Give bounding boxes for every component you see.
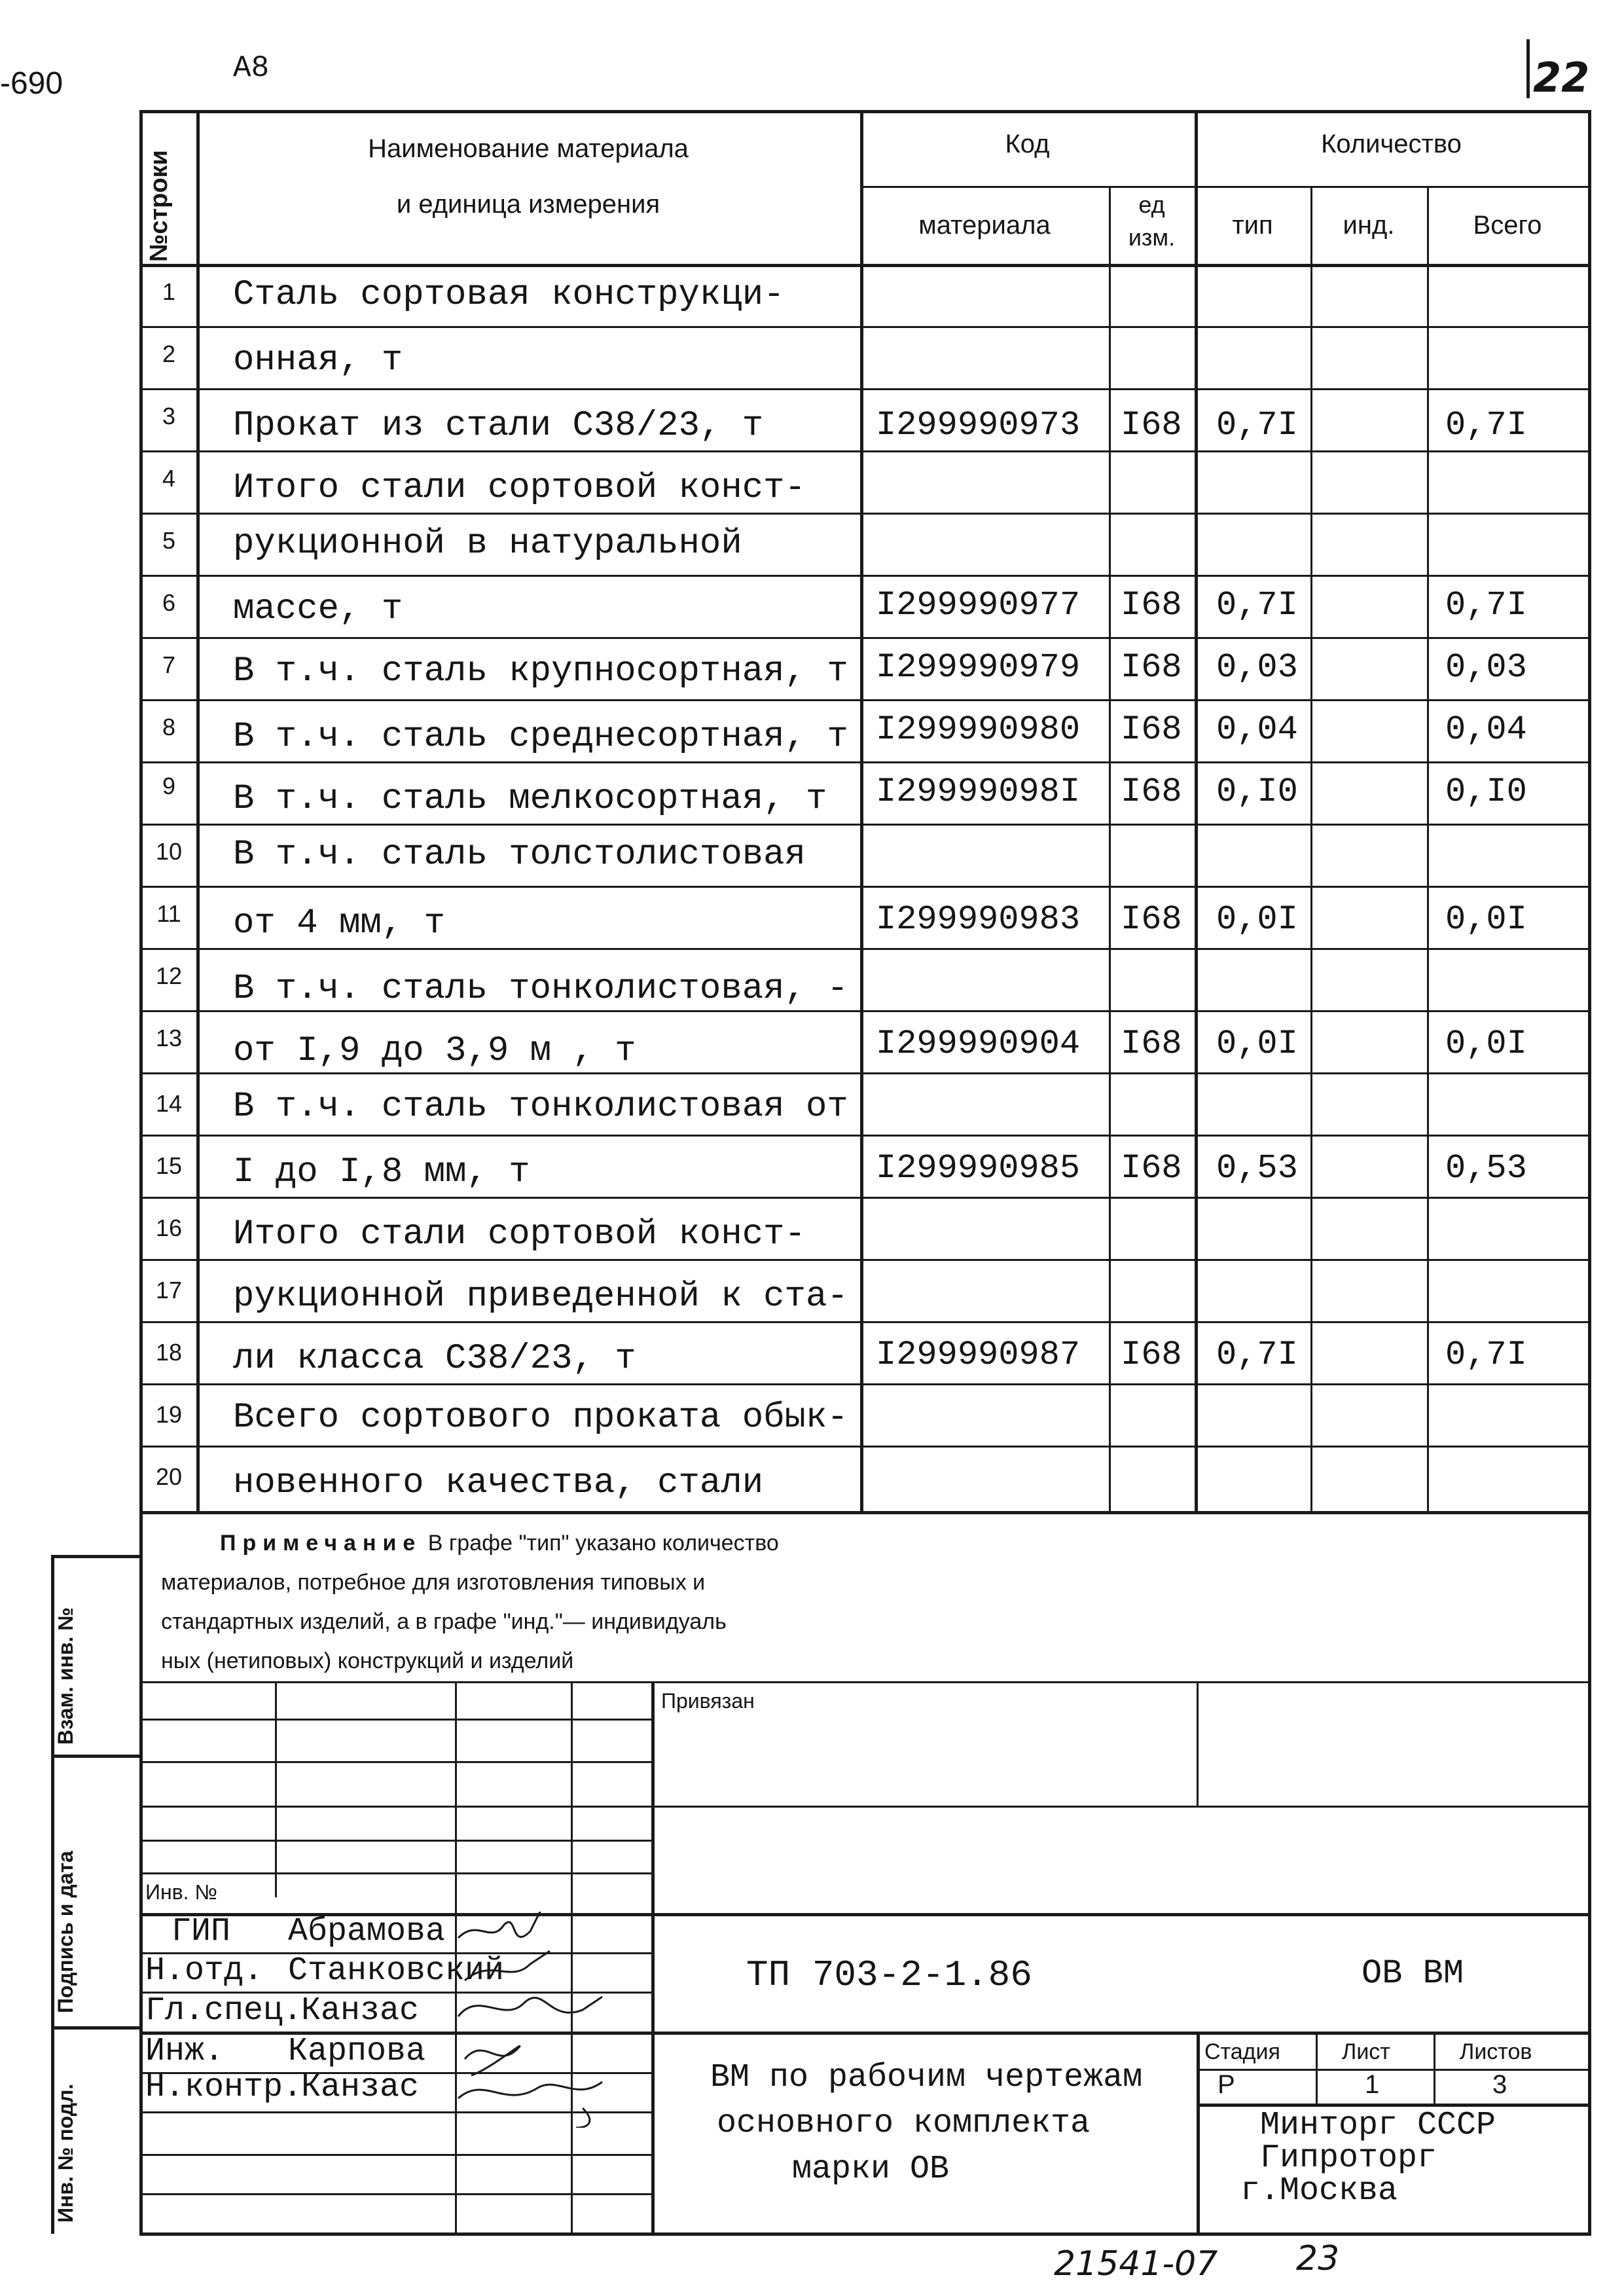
- designation: ТП 703-2-1.86: [746, 1954, 1032, 1996]
- side-strip-line: [51, 1555, 139, 1558]
- row-number: 12: [155, 962, 183, 989]
- row-code: I299990980: [876, 710, 1081, 749]
- header-code-material: материала: [918, 211, 1051, 240]
- row-number: 10: [155, 838, 183, 865]
- stamp-col: [1316, 2032, 1318, 2104]
- row-line: [139, 1197, 1588, 1199]
- header-unit-2: изм.: [1128, 224, 1176, 251]
- stamp-row: [139, 1806, 1588, 1808]
- row-number: 7: [162, 651, 176, 678]
- row-number: 11: [156, 900, 181, 927]
- stamp-top: [139, 1681, 1588, 1683]
- row-number: 14: [155, 1090, 183, 1117]
- row-code: I299990977: [876, 586, 1081, 625]
- signer-name: Станковский: [288, 1952, 505, 1990]
- title-line-2: основного комплекта: [717, 2105, 1091, 2142]
- signature-icon: [458, 1912, 543, 1938]
- document-mark: ОВ ВМ: [1362, 1954, 1464, 1993]
- header-bottom: [139, 264, 1588, 267]
- row-name: рукционной приведенной к ста-: [233, 1277, 848, 1317]
- row-name: В т.ч. сталь тонколистовая от: [233, 1087, 848, 1127]
- row-type: 0,03: [1216, 648, 1298, 687]
- signer-role: Н.контр.: [145, 2069, 303, 2106]
- row-line: [139, 326, 1588, 328]
- row-name: от 4 мм, т: [233, 903, 446, 943]
- stamp-row: [139, 1761, 651, 1763]
- row-number: 13: [155, 1025, 183, 1051]
- row-unit: I68: [1121, 406, 1182, 445]
- note-line-4: ных (нетиповых) конструкций и изделий: [161, 1649, 574, 1673]
- row-line: [139, 761, 1588, 763]
- format-mark: А8: [233, 51, 270, 85]
- row-type: 0,0I: [1216, 900, 1298, 939]
- row-type: 0,I0: [1216, 773, 1298, 811]
- side-strip-line: [51, 1755, 139, 1758]
- row-total: 0,0I: [1445, 900, 1527, 939]
- row-line: [139, 1010, 1588, 1012]
- row-number: 4: [162, 465, 176, 492]
- row-code: I29999098I: [876, 773, 1081, 811]
- header-material-name-2: и единица измерения: [396, 190, 660, 219]
- stamp-col: [1197, 2032, 1200, 2232]
- signature-scribbles: [452, 1912, 622, 2128]
- signature-icon: [465, 2046, 520, 2075]
- header-code-group: Код: [1005, 130, 1050, 158]
- signature-icon: [465, 1951, 550, 1980]
- row-line: [139, 948, 1588, 950]
- row-number: 19: [155, 1401, 183, 1428]
- header-row-number: №строки: [145, 150, 173, 262]
- row-type: 0,7I: [1216, 586, 1298, 625]
- row-total: 0,04: [1445, 710, 1527, 749]
- org-line-2: Гипроторг: [1260, 2140, 1437, 2177]
- inv-no-label: Инв. №: [145, 1880, 217, 1904]
- row-number: 17: [155, 1277, 183, 1303]
- signature-icon: [458, 2082, 602, 2128]
- stamp-row: [1197, 2069, 1588, 2071]
- signer-role: Инж.: [145, 2033, 225, 2070]
- row-line: [139, 1321, 1588, 1323]
- row-name: В т.ч. сталь тонколистовая, -: [233, 969, 848, 1009]
- left-margin-number: -690: [0, 66, 63, 101]
- note-line-3: стандартных изделий, а в графе "инд."— индивидуаль: [161, 1609, 727, 1634]
- row-name: Итого стали сортовой конст-: [233, 468, 806, 508]
- page-corner-mark: [1526, 39, 1530, 98]
- row-number: 8: [162, 714, 176, 740]
- stamp-col: [275, 1681, 277, 1897]
- row-name: новенного качества, стали: [233, 1463, 764, 1503]
- stage-value: Р: [1218, 2070, 1235, 2099]
- title-line-1: ВМ по рабочим чертежам: [710, 2059, 1143, 2096]
- row-number: 20: [155, 1463, 183, 1490]
- row-line: [139, 1446, 1588, 1448]
- frame-bottom: [139, 2232, 1591, 2236]
- col-line-type: [1310, 186, 1312, 1513]
- row-name: В т.ч. сталь среднесортная, т: [233, 717, 848, 757]
- row-line: [139, 1383, 1588, 1385]
- row-total: 0,7I: [1445, 406, 1527, 445]
- stamp-col: [1434, 2032, 1435, 2104]
- row-total: 0,0I: [1445, 1025, 1527, 1063]
- col-line-code: [1109, 186, 1111, 1513]
- row-code: I299990973: [876, 406, 1081, 445]
- row-name: Всего сортового проката обык-: [233, 1398, 848, 1438]
- header-unit-1: ед: [1138, 191, 1165, 218]
- row-number: 5: [162, 527, 176, 554]
- row-line: [139, 450, 1588, 452]
- row-line: [139, 1259, 1588, 1261]
- row-code: I299990979: [876, 648, 1081, 687]
- row-unit: I68: [1121, 710, 1182, 749]
- signer-role: Гл.спец.: [145, 1992, 303, 2030]
- row-total: 0,03: [1445, 648, 1527, 687]
- side-strip-line: [51, 2026, 139, 2030]
- row-total: 0,53: [1445, 1149, 1527, 1188]
- org-line-3: г.Москва: [1240, 2172, 1398, 2210]
- col-line-ind: [1427, 186, 1429, 1513]
- header-material-name-1: Наименование материала: [368, 134, 689, 163]
- privyazan-label: Привязан: [661, 1689, 755, 1713]
- row-line: [139, 637, 1588, 639]
- note-label: Примечание: [220, 1531, 422, 1556]
- row-unit: I68: [1121, 648, 1182, 687]
- row-code: I299990904: [876, 1025, 1081, 1063]
- title-line-3: марки ОВ: [792, 2151, 950, 2188]
- row-line: [139, 388, 1588, 390]
- signer-name: Абрамова: [288, 1913, 446, 1950]
- row-line: [139, 1072, 1588, 1074]
- signer-name: Канзас: [301, 2069, 420, 2106]
- row-number: 9: [162, 773, 176, 799]
- row-total: 0,7I: [1445, 1336, 1527, 1374]
- col-line-unit: [1195, 110, 1198, 1513]
- row-name: онная, т: [233, 340, 403, 380]
- signer-name: Карпова: [288, 2033, 426, 2070]
- row-code: I299990983: [876, 900, 1081, 939]
- signature-icon: [458, 1997, 602, 2016]
- row-type: 0,7I: [1216, 406, 1298, 445]
- row-type: 0,04: [1216, 710, 1298, 749]
- row-line: [139, 824, 1588, 826]
- signer-role: Н.отд.: [145, 1952, 264, 1990]
- note-line-2: материалов, потребное для изготовления типовых и: [161, 1570, 706, 1595]
- page-number: 22: [1533, 54, 1590, 101]
- row-number: 1: [162, 278, 176, 305]
- col-line-rownum: [196, 110, 200, 1513]
- row-name: Сталь сортовая конструкци-: [233, 275, 785, 315]
- footer-page: 23: [1296, 2239, 1340, 2278]
- row-total: 0,I0: [1445, 773, 1527, 811]
- row-number: 16: [155, 1214, 183, 1241]
- row-code: I299990987: [876, 1336, 1081, 1374]
- stamp-col: [651, 1681, 655, 2232]
- row-name: массе, т: [233, 589, 403, 629]
- stamp-row: [139, 1719, 651, 1721]
- col-line-name: [860, 110, 863, 1513]
- header-subdivider: [860, 186, 1588, 188]
- row-unit: I68: [1121, 586, 1182, 625]
- stamp-row: [139, 2193, 651, 2195]
- row-unit: I68: [1121, 900, 1182, 939]
- row-number: 2: [162, 340, 176, 367]
- row-number: 18: [155, 1339, 183, 1366]
- signer-role: ГИП: [171, 1913, 231, 1950]
- archive-number: 21541-07: [1054, 2244, 1218, 2284]
- row-line: [139, 699, 1588, 701]
- row-code: I299990985: [876, 1149, 1081, 1188]
- frame-top: [139, 110, 1591, 113]
- side-label-inv-podl: Инв. № подл.: [54, 2083, 77, 2223]
- sheet-value: 1: [1365, 2070, 1380, 2099]
- stamp-col: [1197, 1681, 1199, 1806]
- row-unit: I68: [1121, 1336, 1182, 1374]
- row-name: В т.ч. сталь толстолистовая: [233, 835, 806, 875]
- row-number: 15: [155, 1152, 183, 1179]
- row-type: 0,7I: [1216, 1336, 1298, 1374]
- stamp-row: [139, 1840, 651, 1842]
- stamp-row: [139, 1872, 651, 1874]
- row-name: Прокат из стали С38/23, т: [233, 406, 764, 446]
- row-name: рукционной в натуральной: [233, 524, 742, 564]
- row-line: [139, 1135, 1588, 1137]
- row-name: от I,9 до 3,9 м , т: [233, 1031, 636, 1071]
- header-qty-ind: инд.: [1343, 211, 1395, 240]
- row-unit: I68: [1121, 773, 1182, 811]
- header-qty-type: тип: [1232, 211, 1273, 240]
- sheets-label: Листов: [1460, 2039, 1532, 2064]
- row-line: [139, 886, 1588, 888]
- row-type: 0,53: [1216, 1149, 1298, 1188]
- frame-right: [1588, 110, 1591, 2234]
- row-name: ли класса С38/23, т: [233, 1339, 636, 1379]
- note-text-1: В графе "тип" указано количество: [427, 1531, 779, 1556]
- row-line: [139, 513, 1588, 515]
- row-line: [139, 575, 1588, 577]
- row-name: В т.ч. сталь мелкосортная, т: [233, 779, 827, 819]
- row-unit: I68: [1121, 1025, 1182, 1063]
- header-qty-total: Всего: [1473, 211, 1542, 240]
- stamp-row: [139, 2154, 651, 2156]
- table-bottom: [139, 1511, 1588, 1514]
- side-label-vzam-inv: Взам. инв. №: [54, 1607, 77, 1745]
- row-number: 3: [162, 403, 176, 429]
- row-name: I до I,8 мм, т: [233, 1152, 530, 1192]
- signer-name: Канзас: [301, 1992, 420, 2030]
- stage-label: Стадия: [1204, 2039, 1280, 2064]
- sheets-value: 3: [1492, 2070, 1507, 2099]
- side-label-podpis-data: Подпись и дата: [54, 1851, 77, 2013]
- row-name: Итого стали сортовой конст-: [233, 1214, 806, 1254]
- row-name: В т.ч. сталь крупносортная, т: [233, 651, 848, 691]
- note-line-1: [220, 1531, 779, 1556]
- org-line-1: Минторг СССР: [1260, 2107, 1496, 2144]
- row-total: 0,7I: [1445, 586, 1527, 625]
- header-quantity-group: Количество: [1321, 130, 1462, 158]
- row-number: 6: [162, 589, 176, 616]
- row-type: 0,0I: [1216, 1025, 1298, 1063]
- row-unit: I68: [1121, 1149, 1182, 1188]
- sheet-label: Лист: [1342, 2039, 1390, 2064]
